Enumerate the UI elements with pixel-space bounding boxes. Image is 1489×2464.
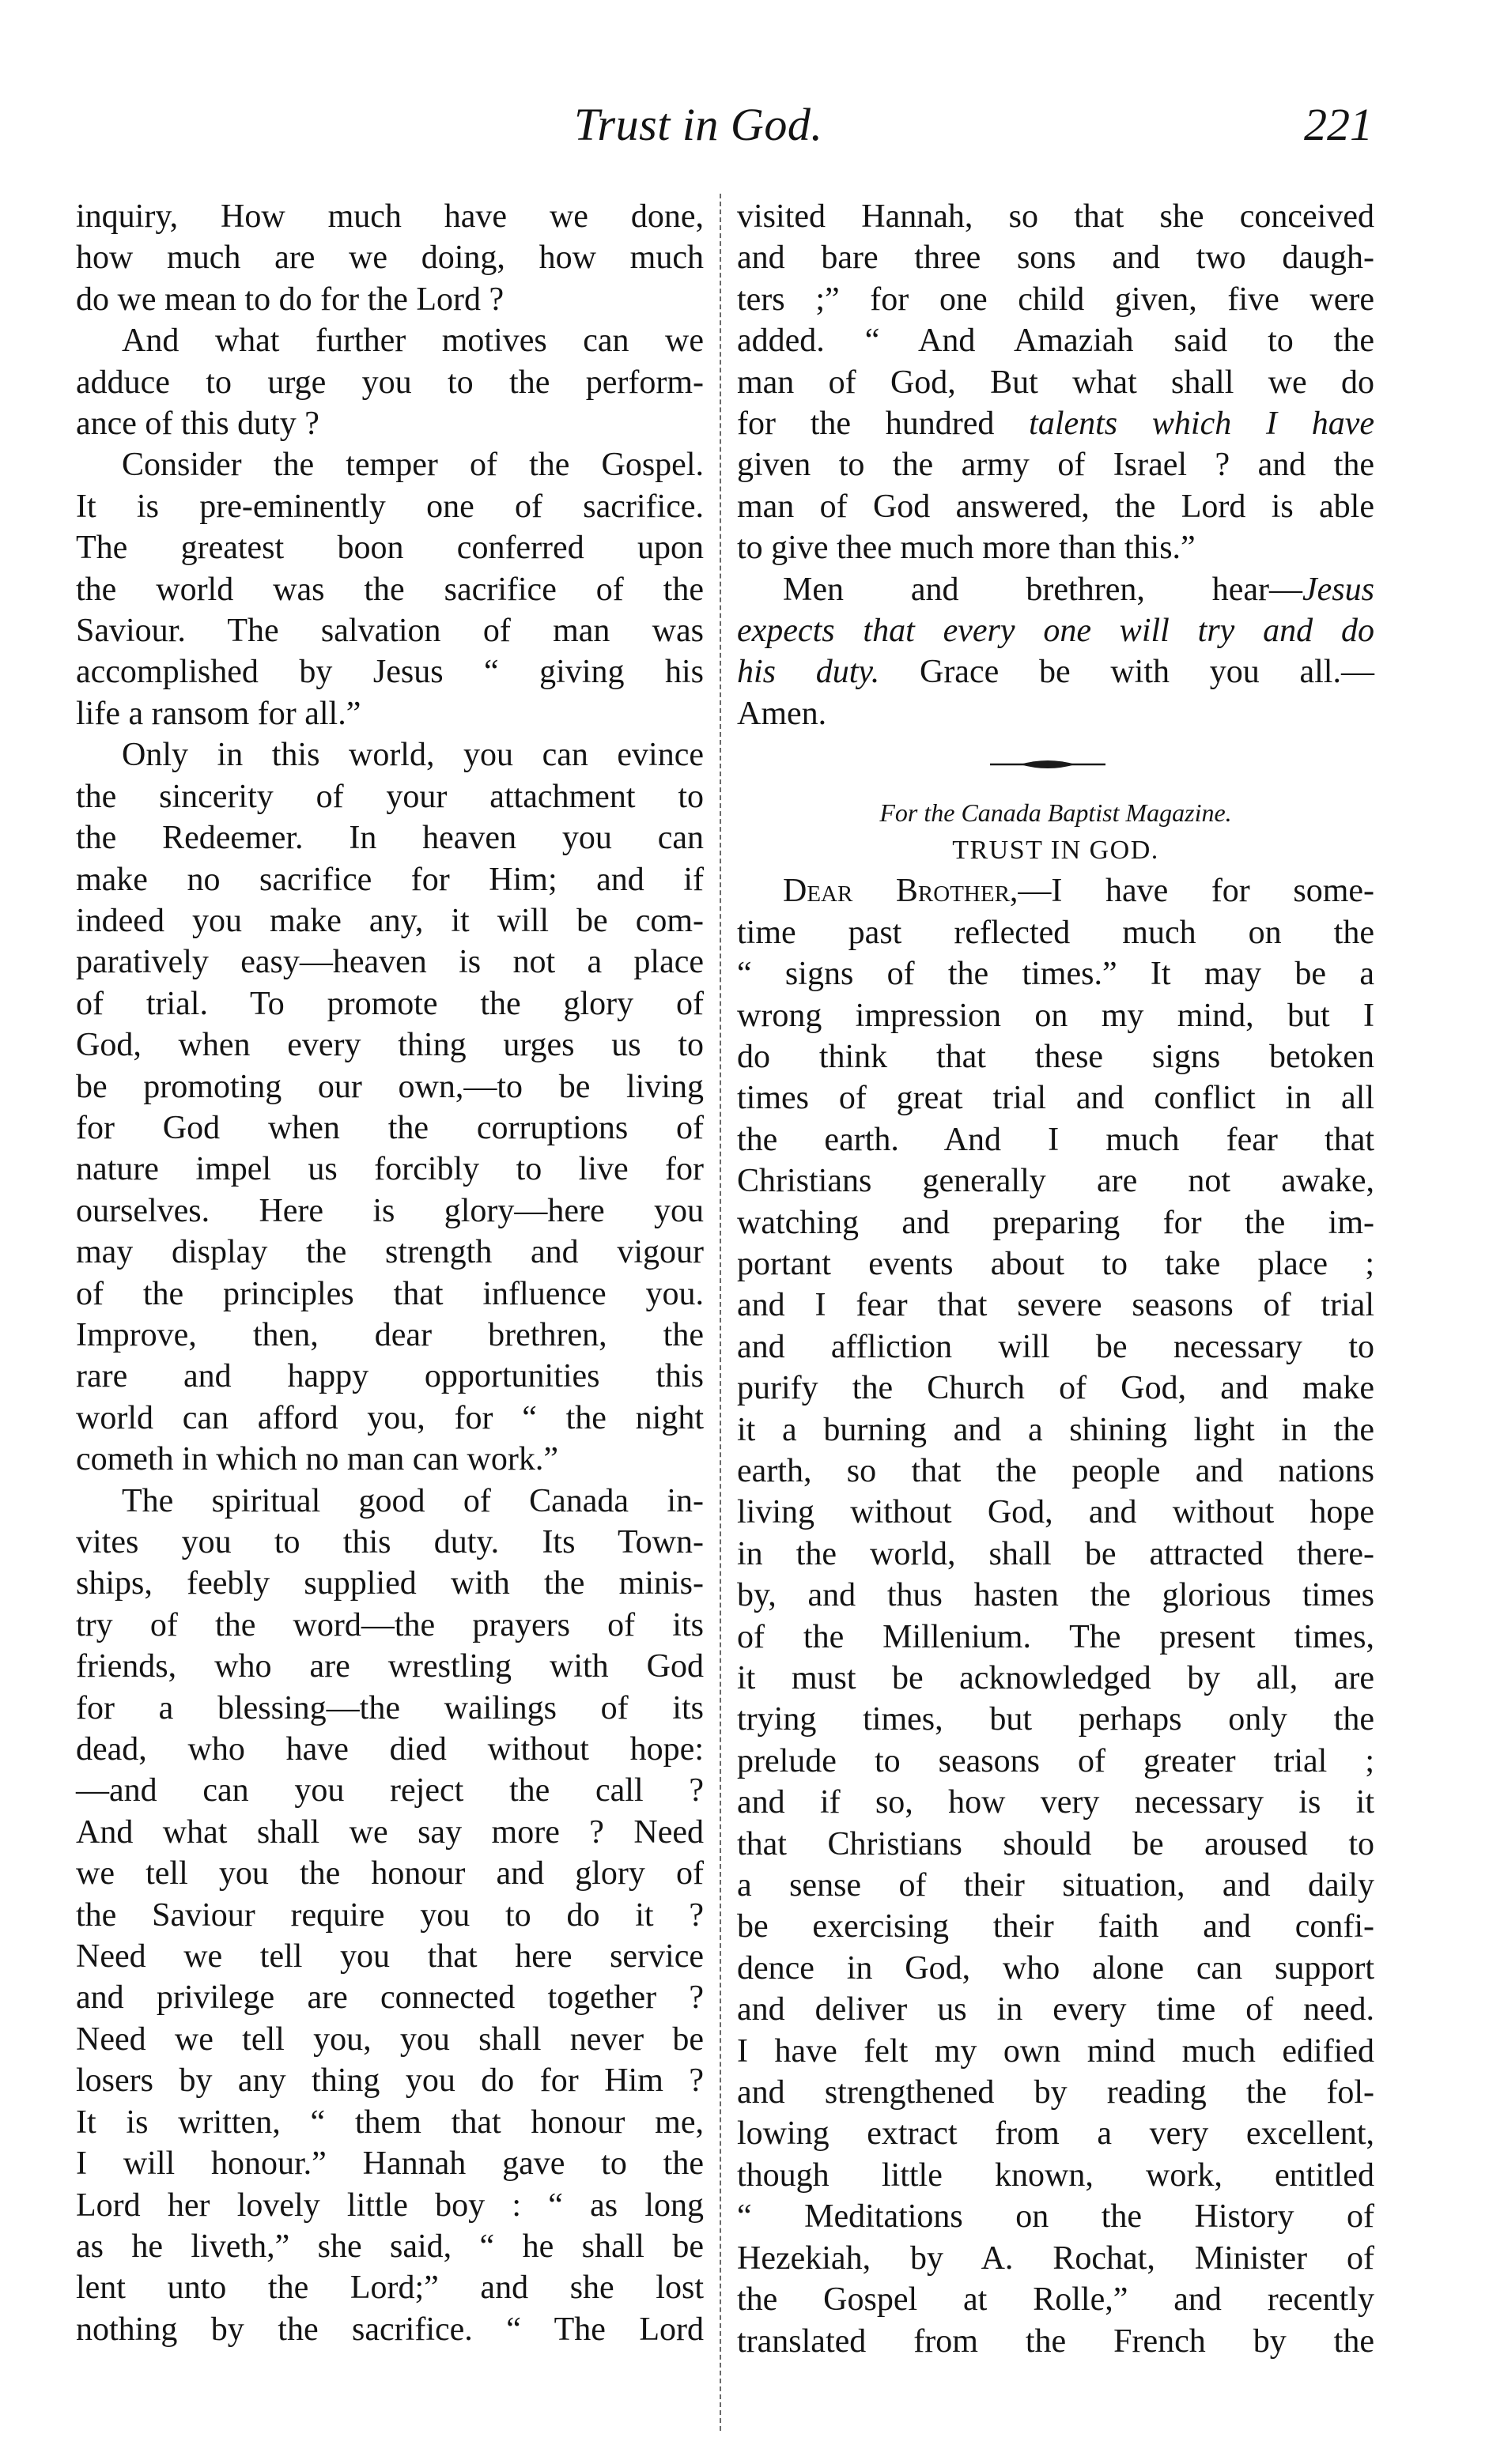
text-line: Improve, then, dear brethren, the	[76, 1316, 704, 1353]
text-line: do think that these signs betoken	[737, 1038, 1374, 1075]
italic-line: expects that every one will try and do	[737, 613, 1374, 650]
text-line: and privilege are connected together ?	[76, 1979, 704, 2017]
text-line: life a ransom for all.”	[76, 695, 361, 732]
text-line: Hezekiah, by A. Rochat, Minister of	[737, 2239, 1374, 2277]
text-line: vites you to this duty. Its Town-	[76, 1524, 704, 1560]
left-column	[76, 196, 704, 2350]
text-line: I will honour.” Hannah gave to the	[76, 2145, 704, 2183]
salutation-line	[737, 870, 1374, 911]
text-line: for a blessing—the wailings of its	[76, 1689, 704, 1726]
text-run: —I have for some-	[1018, 873, 1374, 910]
text-line: It is written, “ them that honour me,	[76, 2104, 704, 2141]
text-line: “ Meditations on the History of	[737, 2198, 1374, 2236]
text-line: paratively easy—heaven is not a place	[76, 944, 704, 981]
text-run: Men and brethren, hear—	[783, 571, 1303, 608]
text-line: of trial. To promote the glory of	[76, 985, 704, 1022]
text-line: accomplished by Jesus “ giving his	[76, 654, 704, 691]
paragraph-start-line: Consider the temper of the Gospel.	[122, 447, 704, 484]
text-line: “ signs of the times.” It may be a	[737, 956, 1374, 993]
text-line: trying times, but perhaps only the	[737, 1701, 1374, 1738]
text-line: friends, who are wrestling with God	[76, 1648, 704, 1685]
text-line: And what shall we say more ? Need	[76, 1813, 704, 1851]
text-line: the Saviour require you to do it ?	[76, 1896, 704, 1934]
text-line: how much are we doing, how much	[76, 240, 704, 277]
right-column	[737, 196, 1374, 2362]
text-line: dead, who have died without hope:	[76, 1731, 704, 1768]
paragraph-start-line	[737, 569, 1374, 610]
text-line: added. “ And Amaziah said to the	[737, 323, 1374, 360]
text-line: watching and preparing for the im-	[737, 1204, 1374, 1241]
article-heading: TRUST IN GOD.	[952, 836, 1159, 866]
text-line: inquiry, How much have we done,	[76, 198, 704, 235]
text-line: as he liveth,” she said, “ he shall be	[76, 2228, 704, 2265]
text-line: lowing extract from a very excellent,	[737, 2115, 1374, 2153]
text-line: the Gospel at Rolle,” and recently	[737, 2281, 1374, 2319]
text-line: and deliver us in every time of need.	[737, 1991, 1374, 2028]
text-line: try of the word—the prayers of its	[76, 1606, 704, 1643]
initial-letter: D	[783, 873, 807, 910]
text-line: adduce to urge you to the perform-	[76, 364, 704, 401]
text-line: the world was the sacrifice of the	[76, 571, 704, 608]
text-line: rare and happy opportunities this	[76, 1358, 704, 1395]
salutation: ear Brother,	[807, 873, 1018, 910]
text-line: wrong impression on my mind, but I	[737, 997, 1374, 1034]
text-line: ters ;” for one child given, five were	[737, 281, 1374, 318]
text-line: the earth. And I much fear that	[737, 1121, 1374, 1158]
text-line: ourselves. Here is glory—here you	[76, 1192, 704, 1229]
text-line: ships, feebly supplied with the minis-	[76, 1565, 704, 1602]
text-line: of the principles that influence you.	[76, 1275, 704, 1312]
text-line: time past reflected much on the	[737, 914, 1374, 951]
text-line: The greatest boon conferred upon	[76, 530, 704, 567]
text-line: ance of this duty ?	[76, 406, 319, 443]
text-line: nature impel us forcibly to live for	[76, 1151, 704, 1188]
text-line: living without God, and without hope	[737, 1494, 1374, 1531]
running-title: Trust in God.	[574, 99, 823, 150]
paragraph-start-line: Only in this world, you can evince	[122, 737, 704, 774]
section-ornament	[737, 742, 1374, 788]
ornament-rule-icon	[988, 757, 1107, 772]
text-line: we tell you the honour and glory of	[76, 1855, 704, 1892]
text-line: and affliction will be necessary to	[737, 1328, 1374, 1365]
text-line: God, when every thing urges us to	[76, 1027, 704, 1064]
column-divider	[720, 194, 721, 2431]
text-line: It is pre-eminently one of sacrifice.	[76, 488, 704, 525]
paragraph-start-line: And what further motives can we	[122, 323, 704, 360]
text-line: be exercising their faith and confi-	[737, 1908, 1374, 1945]
text-line: cometh in which no man can work.”	[76, 1441, 558, 1478]
text-line: losers by any thing you do for Him ?	[76, 2062, 704, 2100]
text-line: it must be acknowledged by all, are	[737, 1660, 1374, 1696]
text-line: world can afford you, for “ the night	[76, 1399, 704, 1436]
text-line: nothing by the sacrifice. “ The Lord	[76, 2311, 704, 2348]
italic-run: Jesus	[1302, 571, 1374, 608]
text-line	[737, 651, 1374, 692]
text-line: the sincerity of your attachment to	[76, 778, 704, 815]
running-head	[76, 98, 1373, 161]
italic-run: talents which I have	[1029, 406, 1374, 443]
text-line: and I fear that severe seasons of trial	[737, 1287, 1374, 1324]
page-number: 221	[1304, 99, 1373, 150]
text-line: it a burning and a shining light in the	[737, 1411, 1374, 1448]
text-line: visited Hannah, so that she conceived	[737, 198, 1374, 235]
italic-run: his duty.	[737, 654, 880, 691]
text-line: times of great trial and conflict in all	[737, 1080, 1374, 1117]
text-line: Need we tell you that here service	[76, 1938, 704, 1975]
text-line: and if so, how very necessary is it	[737, 1784, 1374, 1821]
text-line: purify the Church of God, and make	[737, 1370, 1374, 1407]
text-line: Christians generally are not awake,	[737, 1163, 1374, 1200]
text-line: Saviour. The salvation of man was	[76, 613, 704, 650]
text-line: by, and thus hasten the glorious times	[737, 1577, 1374, 1614]
text-line	[737, 403, 1374, 444]
text-line: a sense of their situation, and daily	[737, 1867, 1374, 1904]
text-line: given to the army of Israel ? and the	[737, 447, 1374, 484]
paragraph-start-line: The spiritual good of Canada in-	[122, 1482, 704, 1519]
text-line: indeed you make any, it will be com-	[76, 902, 704, 939]
text-line: and bare three sons and two daugh-	[737, 240, 1374, 277]
text-line: in the world, shall be attracted there-	[737, 1535, 1374, 1572]
text-line: —and can you reject the call ?	[76, 1772, 704, 1809]
text-line: translated from the French by the	[737, 2322, 1374, 2360]
text-line: though little known, work, entitled	[737, 2156, 1374, 2194]
text-line: I have felt my own mind much edified	[737, 2032, 1374, 2070]
text-run: Grace be with you all.—	[879, 654, 1374, 691]
text-run: for the hundred	[737, 406, 1030, 443]
text-line: prelude to seasons of greater trial ;	[737, 1742, 1374, 1779]
text-line: man of God, But what shall we do	[737, 364, 1374, 401]
text-line: to give thee much more than this.”	[737, 530, 1196, 567]
text-line: do we mean to do for the Lord ?	[76, 281, 505, 318]
text-line: may display the strength and vigour	[76, 1234, 704, 1271]
text-line: that Christians should be aroused to	[737, 1825, 1374, 1862]
text-line: of the Millenium. The present times,	[737, 1618, 1374, 1655]
text-line: lent unto the Lord;” and she lost	[76, 2270, 704, 2307]
text-line: earth, so that the people and nations	[737, 1452, 1374, 1489]
text-line: dence in God, who alone can support	[737, 1949, 1374, 1987]
text-line: be promoting our own,—to be living	[76, 1068, 704, 1105]
text-line: Lord her lovely little boy : “ as long	[76, 2187, 704, 2224]
text-line: Amen.	[737, 695, 827, 732]
text-line: portant events about to take place ;	[737, 1245, 1374, 1282]
text-line: for God when the corruptions of	[76, 1109, 704, 1146]
text-line: make no sacrifice for Him; and if	[76, 861, 704, 898]
text-line: and strengthened by reading the fol-	[737, 2074, 1374, 2111]
text-line: Need we tell you, you shall never be	[76, 2021, 704, 2058]
text-line: man of God answered, the Lord is able	[737, 488, 1374, 525]
article-byline: For the Canada Baptist Magazine.	[879, 798, 1232, 828]
text-line: the Redeemer. In heaven you can	[76, 820, 704, 857]
